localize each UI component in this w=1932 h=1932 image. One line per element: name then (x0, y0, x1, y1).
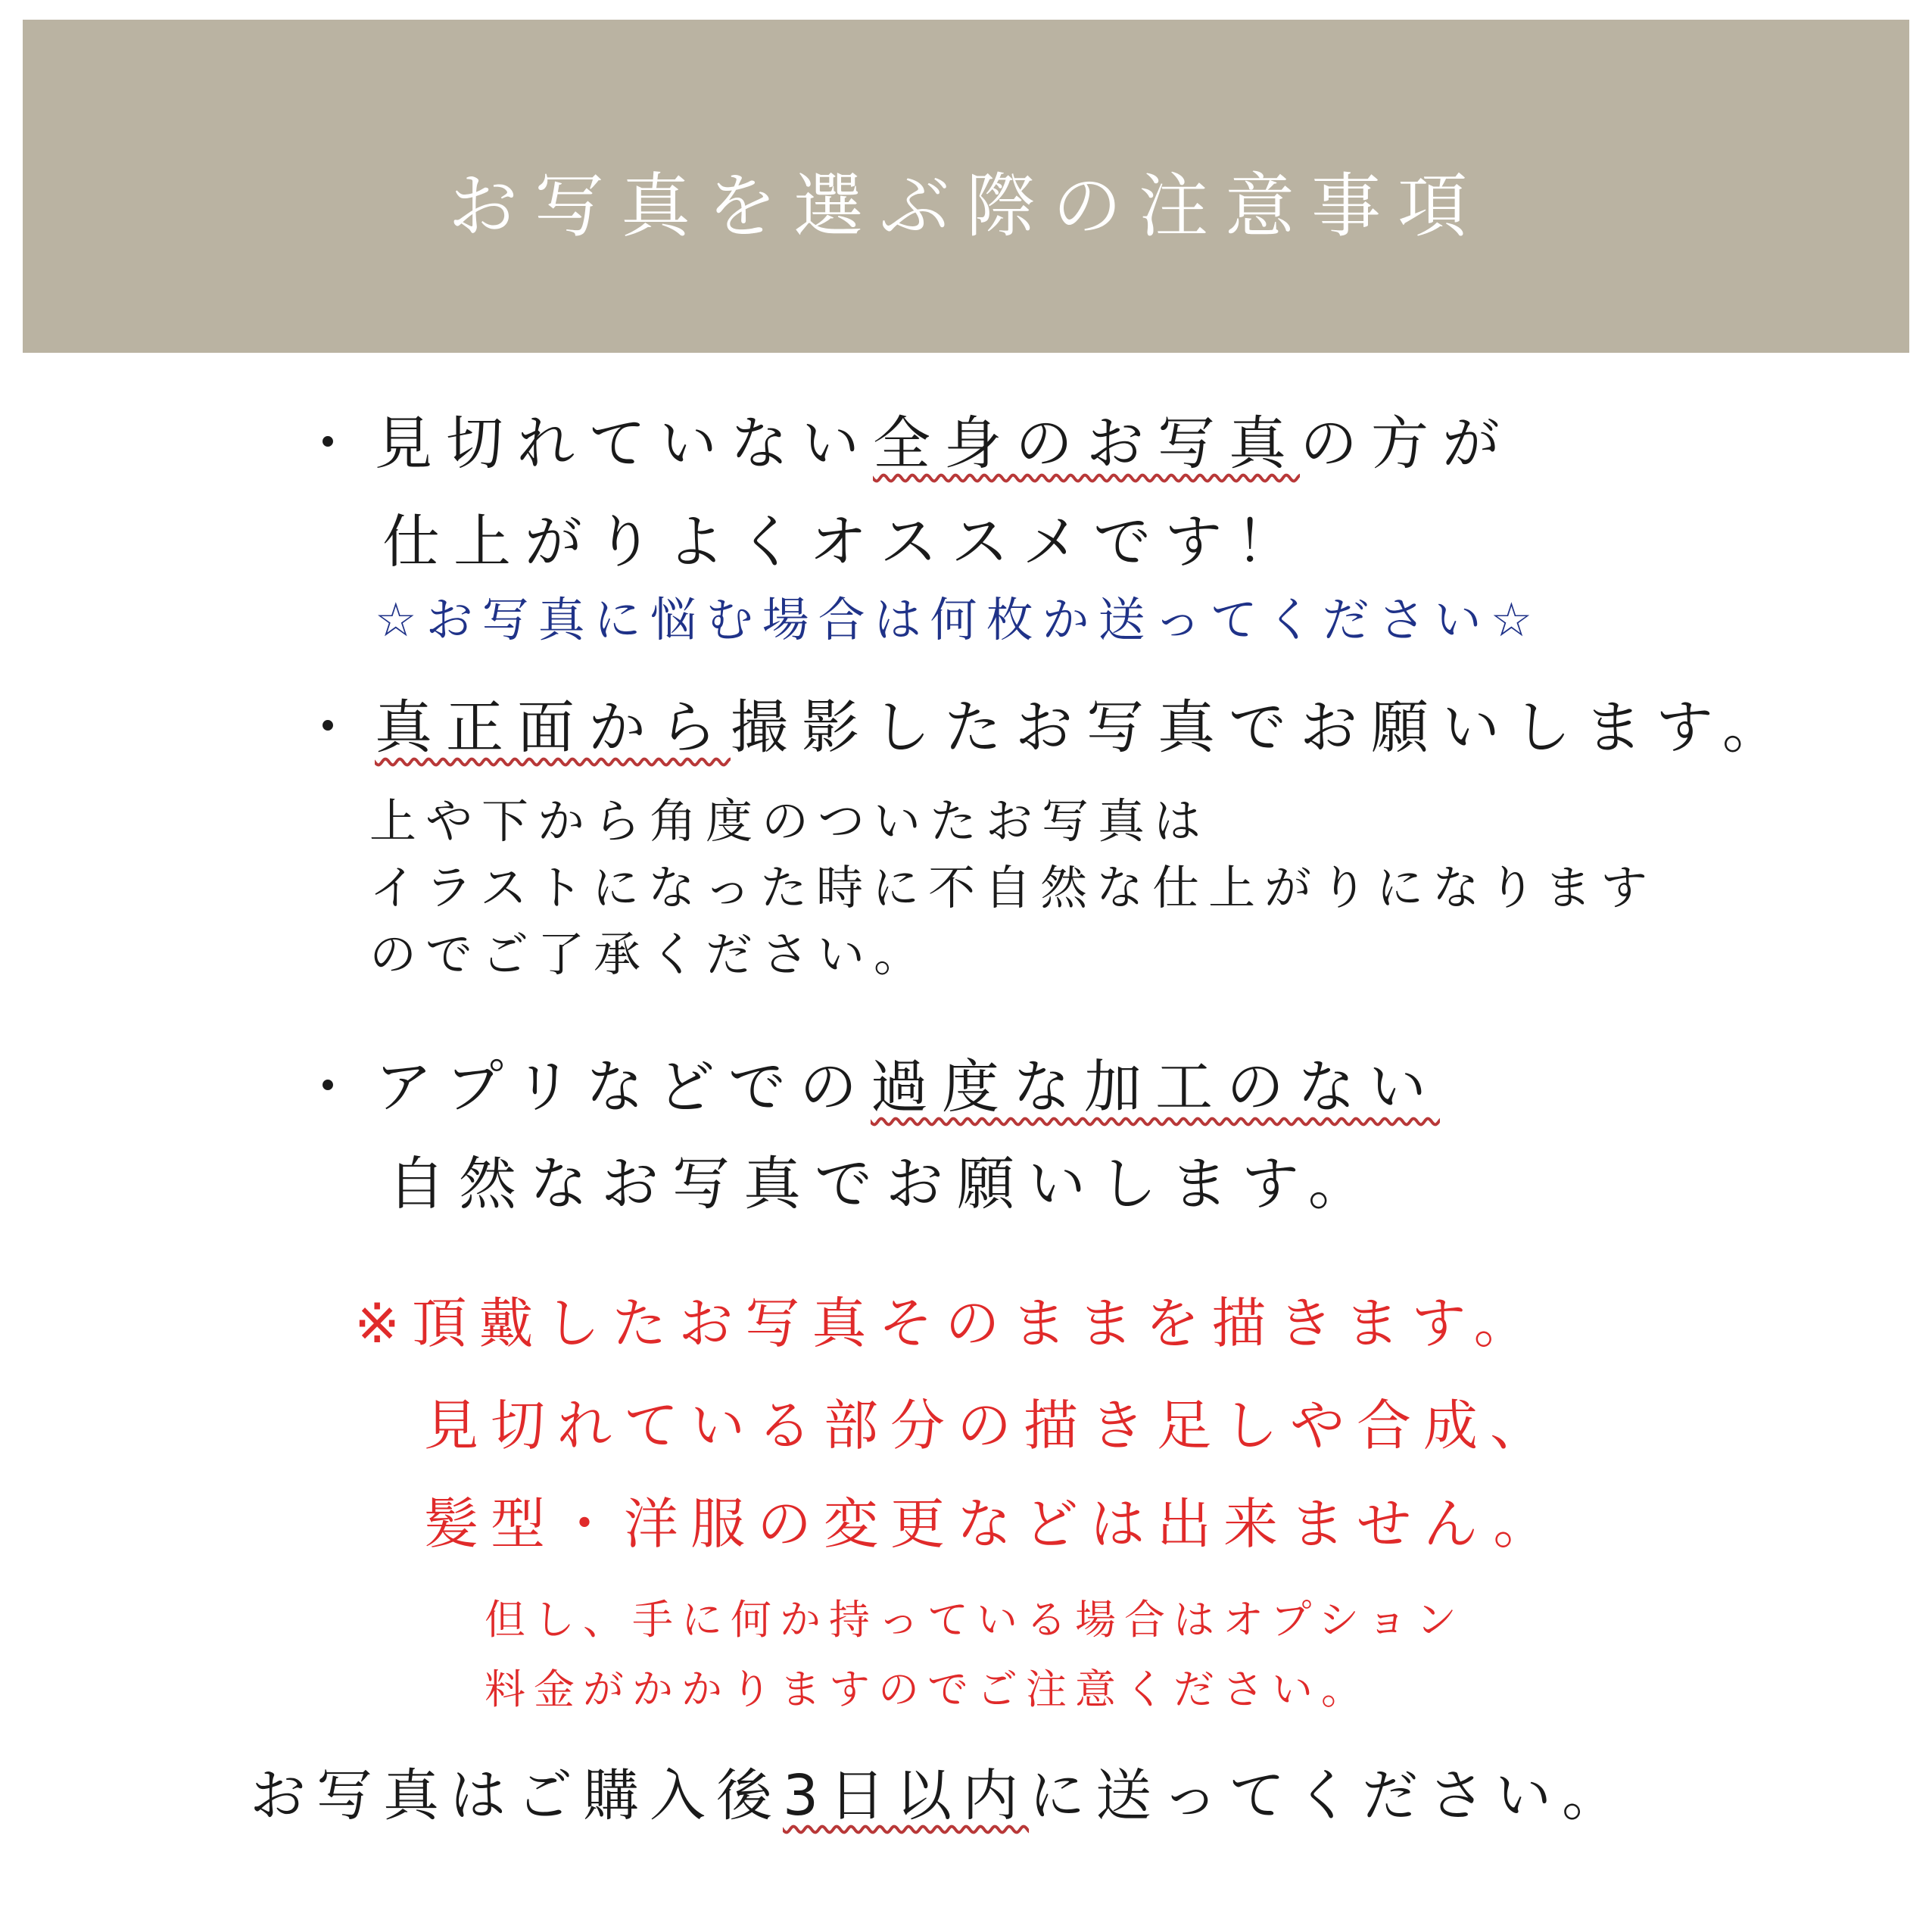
item-2-line-1 (299, 693, 1793, 762)
item-1-line-1 (299, 409, 1513, 478)
page-title: お写真を選ぶ際の注意事項 (447, 166, 1484, 247)
item-3-text-pre: アプリなどでの (375, 1053, 871, 1120)
footer-text-pre: お写真はご購入後 (250, 1763, 783, 1828)
item-1-emphasis: 全身のお写真 (873, 410, 1300, 477)
item-3-line-2: 自然なお写真でお願いします。 (388, 1150, 1379, 1217)
footer-emphasis: 3日以内 (783, 1763, 1030, 1828)
item-2-detail-2: イラストになった時に不自然な仕上がりになります (369, 860, 1657, 915)
item-2-emphasis: 真正面から (375, 693, 731, 761)
item-2-detail-1: 上や下から角度のついたお写真は (369, 793, 1211, 849)
header-banner (23, 20, 1909, 353)
warning-line-2: 見切れている部分の描き足しや合成、 (424, 1394, 1557, 1457)
footer-deadline (250, 1762, 1628, 1830)
footer-text-post: に送ってください。 (1029, 1763, 1629, 1828)
warning-sub-2: 料金がかかりますのでご注意ください。 (485, 1666, 1370, 1713)
bullet: ・ (299, 1053, 370, 1120)
item-2-text-post: 撮影したお写真でお願いします。 (731, 693, 1793, 761)
item-2-detail-3: のでご了承ください。 (369, 927, 930, 982)
item-1-text-pre: 見切れていない (375, 410, 873, 477)
item-1-text-post: の方が (1300, 410, 1513, 477)
warning-line-3: 髪型・洋服の変更などは出来ません。 (424, 1492, 1560, 1556)
item-3-line-1 (299, 1052, 1440, 1121)
bullet: ・ (299, 410, 370, 477)
item-1-note: ☆お写真に悩む場合は何枚か送ってください☆ (375, 592, 1542, 647)
warning-sub-1: 但し、手に何か持っている場合はオプション (485, 1596, 1466, 1644)
bullet: ・ (299, 693, 370, 761)
item-3-emphasis: 過度な加工のない (870, 1053, 1440, 1120)
warning-line-1: ※頂戴したお写真そのままを描きます。 (354, 1292, 1541, 1355)
item-1-line-2: 仕上がりよくオススメです！ (382, 508, 1307, 575)
